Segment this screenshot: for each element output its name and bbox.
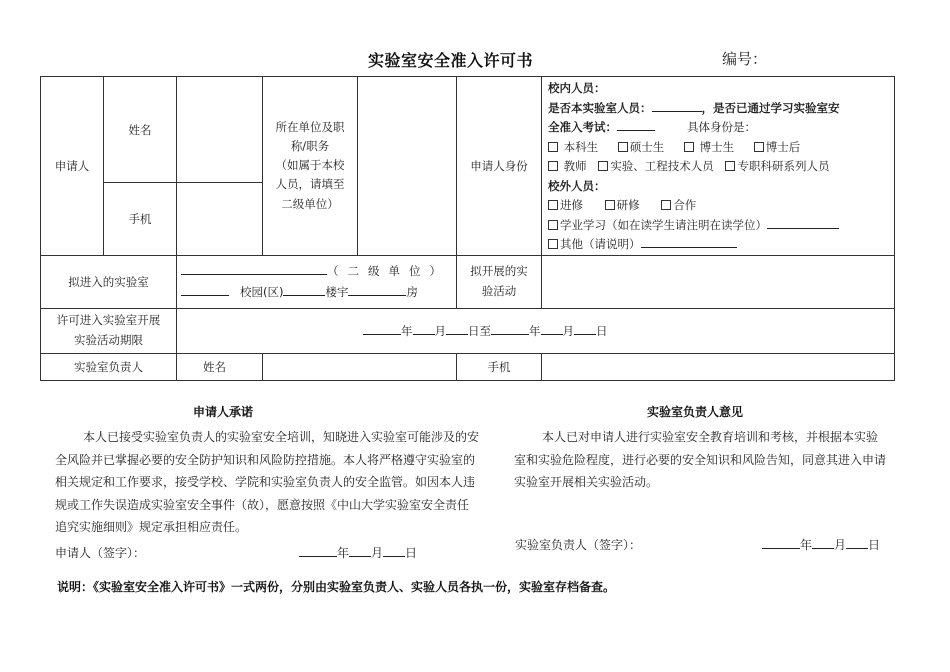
footnote: 说明：《实验室安全准入许可书》一式两份，分别由实验室负责人、实验人员各执一份，实验室存档备查。 [57,580,616,594]
dept-label: 所在单位及职 称/职务 （如属于本校 人员，请填至 二级单位） [263,77,358,256]
permit-period-field: 年 月 日至 年 月 日 [177,308,895,353]
head-day-blank[interactable] [846,536,868,549]
start-day-blank[interactable] [446,322,468,335]
checkbox[interactable] [684,142,694,152]
dept-field[interactable] [358,77,457,256]
option-postdoc[interactable]: 博士后 [754,140,801,154]
dept-blank[interactable] [181,262,327,275]
end-day-blank[interactable] [574,322,596,335]
building-blank[interactable] [283,283,325,296]
checkbox[interactable] [548,220,558,230]
option-advanced-study[interactable]: 进修 [548,198,583,212]
head-signature-label[interactable]: 实验室负责人（签字）： [515,538,642,552]
checkbox[interactable] [725,161,735,171]
end-year-blank[interactable] [491,322,529,335]
head-name-field[interactable] [263,353,457,380]
opinion-text: 本人已对申请人进行实验室安全教育培训和考核，并根据本实验室和实验危险程度，进行必要的安全知识和风险告知，同意其进入申请实验室开展相关实验活动。 [514,430,887,489]
head-year-blank[interactable] [762,536,800,549]
campus-blank[interactable] [181,283,229,296]
applicant-signature-label[interactable]: 申请人（签字）： [55,546,146,560]
applicant-month-blank[interactable] [349,544,371,557]
lab-head-label: 实验室负责人 [41,353,177,380]
option-researcher[interactable]: 专职科研系列人员 [725,159,829,173]
option-technician[interactable]: 实验、工程技术人员 [598,159,714,173]
end-month-blank[interactable] [541,322,563,335]
applicant-year-blank[interactable] [299,544,337,557]
page-title: 实验室安全准入许可书 [368,51,534,70]
checkbox[interactable] [548,142,558,152]
lab-location-field: （二级单位） 校园(区) 楼宇 房 [177,255,457,308]
option-undergrad[interactable]: 本科生 [548,140,598,154]
study-degree-blank[interactable] [767,216,839,229]
start-year-blank[interactable] [363,322,401,335]
checkbox[interactable] [598,161,608,171]
planned-activity-label: 拟开展的实 验活动 [457,255,542,308]
opinion-title: 实验室负责人意见 [647,405,744,419]
checkbox[interactable] [754,142,764,152]
lab-to-enter-label: 拟进入的实验室 [41,255,177,308]
option-master[interactable]: 硕士生 [618,140,665,154]
option-teacher[interactable]: 教师 [548,159,587,173]
head-mobile-label: 手机 [457,353,542,380]
head-mobile-field[interactable] [542,353,895,380]
pledge-text: 本人已接受实验室负责人的实验室安全培训，知晓进入实验室可能涉及的安全风险并已掌握必要的安全防护知识和风险防控措施。本人将严格遵守实验室的相关规定和工作要求，接受学校、学院和实验室负责人的安全监管。如因本人违规或工作失误造成实验室安全事件（故），愿意按照《中山大学实验室安全责任追究实施细则》规定承担相应责任。 [55,430,480,534]
name-field[interactable] [177,77,263,183]
checkbox[interactable] [605,200,615,210]
identity-options: 校内人员： 是否本实验室人员： ，是否已通过学习实验室安 全准入考试： 具体身份是： 本科生 硕士生 博士生 博士后 教师 实验、工程技术人员 专职科研系列人员 校外人员： 进修 研修 合作 学业学习（如在读学生请注明在读学位） 其他（请说明） [542,77,895,256]
name-label: 姓名 [104,77,177,183]
checkbox[interactable] [548,239,558,249]
exam-blank[interactable] [617,118,655,131]
mobile-label: 手机 [104,183,177,255]
room-blank[interactable] [348,283,406,296]
option-cooperation[interactable]: 合作 [661,198,696,212]
checkbox[interactable] [548,200,558,210]
campus-inside-label: 校内人员： [548,81,606,95]
permit-period-label: 许可进入实验室开展 实验活动期限 [41,308,177,353]
applicant-label: 申请人 [41,77,104,256]
option-phd[interactable]: 博士生 [684,140,734,154]
head-sign-date: 年 月 日 [762,536,880,553]
applicant-day-blank[interactable] [383,544,405,557]
checkbox[interactable] [548,161,558,171]
option-other[interactable]: 其他（请说明） [548,235,894,255]
lab-member-question: 是否本实验室人员： ，是否已通过学习实验室安 [548,100,840,115]
option-study[interactable]: 学业学习（如在读学生请注明在读学位） [548,216,894,236]
start-month-blank[interactable] [413,322,435,335]
other-blank[interactable] [641,235,737,248]
head-month-blank[interactable] [812,536,834,549]
lab-member-blank[interactable] [652,99,702,112]
head-name-label: 姓名 [177,353,263,380]
applicant-sign-date: 年 月 日 [299,544,417,561]
identity-label: 申请人身份 [457,77,542,256]
specific-identity-label: 具体身份是： [687,120,756,134]
serial-number-label: 编号： [722,50,768,68]
pledge-title: 申请人承诺 [193,405,254,419]
campus-outside-label: 校外人员： [548,178,606,193]
planned-activity-field[interactable] [542,255,895,308]
mobile-field[interactable] [177,183,263,255]
checkbox[interactable] [618,142,628,152]
option-visiting-research[interactable]: 研修 [605,198,640,212]
checkbox[interactable] [661,200,671,210]
permit-form-table [40,76,895,381]
